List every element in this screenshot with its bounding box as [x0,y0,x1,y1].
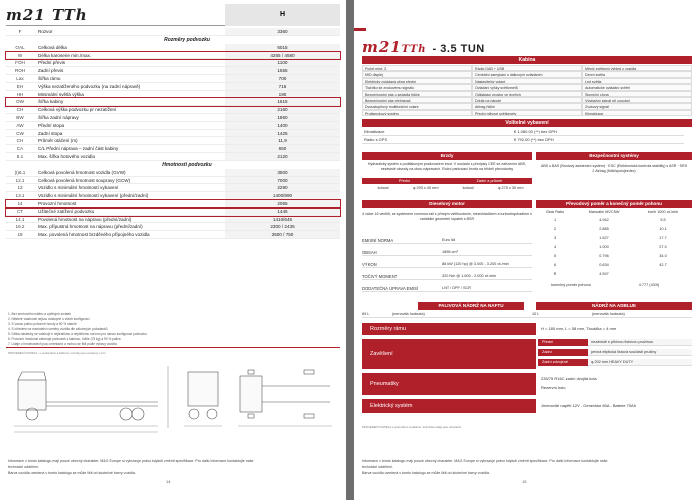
option-name: Klimatizace [362,129,512,136]
adblue-tank-header: NÁDRŽ NA ADBLUE [536,302,692,310]
suspension-type: φ 202 mm HEAVY DUTY [588,359,692,366]
spec-label: Vozidlo s minimální hmotností vybavení [38,185,119,191]
spec-value: 2055 [225,200,340,207]
logo-tonnage: - 3.5 TUN [432,43,485,55]
cabin-feature: Ovládání výšky světlometů [472,84,582,90]
section-title: Hmotnosti podvozku [162,161,212,168]
spec-label: Výška nezatíženého podvozku (na zadní nápravě) [38,83,141,89]
gear-cell: 6 [553,262,557,267]
footnote: 2. Některé vlastnosti nejsou dostupné u všech konfigurací [8,317,90,321]
gear-table [536,210,692,279]
tank-cell: 69 L [362,311,392,318]
cabin-feature: Automatické ovládání světel [582,84,692,90]
spec-label: Celková výška podvozku pr nezatížení [38,107,117,113]
spec-row [6,177,340,185]
spec-label: Zadní stopa [38,130,63,136]
disclaimer-line: Informace v tomto katalogu mají pouze obecný charakter. M&G Europe si vyhrazuje právo kdykoli změnit specifikace. Pro další informace kontaktujte naše [362,459,608,463]
suspension-axle: Zadní [538,349,588,356]
spec-value: 6015 [225,44,340,51]
footnote: 5. Délka nástavby se vztahuje k nejkratšímu a nejdelšímu rozvoru pro danou konfiguraci podvozku [8,332,147,336]
cabin-feature: Měnič zvětšený výhled z vozidla [582,65,692,71]
disclaimer-line: Barva vozidla uvedená v tomto katalogu se může lišit od skutečné barvy vozidla. [362,471,490,475]
spec-value: 1615 [225,98,340,105]
cabin-feature: Sluneční clona [582,91,692,97]
logo-main: m21 [362,38,402,56]
spec-code: 16.2 [15,224,25,230]
electric-label: Elektrický systém [362,399,536,413]
tyres-label: Pneumatiky [362,373,536,395]
spec-code: Lax [16,75,24,81]
spec-code: 14.1 [15,216,25,222]
spec-row [6,130,340,138]
spec-code: 18 [17,232,23,238]
spec-code: OAL [15,44,25,50]
spec-value: 2300 / 2435 [225,223,340,230]
cabin-grid [362,65,692,116]
cabin-feature: Odkládací prostor ve dveřích [472,91,582,97]
brake-cell: kotouč [462,186,474,190]
left-page [0,0,346,500]
spec-code: CH [16,107,24,113]
gear-cell: 2.885 [599,226,609,231]
gear-cell: 34.0 [659,253,667,258]
gear-row [536,216,692,225]
gear-col-header: Gear Ratio [545,210,565,214]
cabin-feature: Držák na nápoje [472,97,582,103]
brake-columns [362,178,532,184]
engine-row [362,274,532,280]
optional-row [362,129,684,136]
gear-cell: 1.527 [599,235,609,240]
gear-col-header: km/h 1000 ot./min [647,210,679,214]
cabin-feature: Denní světla [582,71,692,77]
drawing-caption: PROVEDENÍ VOZIDLA - s podvozkem a kabinou; rozměry jsou uvedeny v mm [8,351,106,355]
spec-table [6,28,340,239]
cabin-feature: Rádio DAB + USB [472,65,582,71]
divider [6,347,340,348]
suspension-type: nezávislé s příčnou listovou pružinou [588,339,692,346]
column-header: H [225,4,340,26]
footnote: 6. Provozní hmotnost zahrnuje podvozek s kabinou, řidiče (75 kg) a 90 % paliva [8,337,121,341]
brake-cell: φ 275 x 30 mm [498,186,524,190]
brake-row [362,185,532,191]
spec-label: Provozní hmotnost [38,200,77,206]
tyres-value-2: Rezervní kolo [541,385,566,390]
spec-code: AW [16,122,24,128]
spec-code: 13 [17,185,23,191]
spec-code: F [18,29,22,34]
engine-spec-value: 1898 cm³ [442,250,458,254]
spec-value: 3500 / 750 [225,231,340,238]
spec-row [6,98,340,106]
spec-row [6,223,340,231]
tank-row [362,311,692,318]
engine-row [362,250,532,256]
spec-value: 1555 [225,67,340,74]
spec-value: 650 [225,145,340,152]
footnotes [8,312,338,347]
spec-label: Povolená hmotnost na nápravu (přední/zadní) [38,216,132,222]
spec-code: HH [16,91,24,97]
electric-value: Jmenovité napětí 12V - Generátor 80A - Baterie 70Ah [541,403,636,408]
gear-cell: 4.597 [599,271,609,276]
spec-row [6,52,340,60]
spec-code: CA [16,146,24,152]
spec-row [6,184,340,192]
spec-code: 14 [17,200,23,206]
engine-spec-name: EMISNÍ NORMA [362,238,394,243]
spec-value: 3500 [225,169,340,176]
spec-row [6,137,340,145]
footnote: 3. S vanou palivu pohonné hmoty a 90 % nádrže [8,322,77,326]
spec-code: W [17,52,23,58]
gear-cell: 0.796 [599,253,609,258]
spec-row [6,59,340,67]
cabin-feature: Nastavitelný volant [472,78,582,84]
gear-cell: 5 [553,253,557,258]
tank-cell: (menovitá hodnota) [592,311,692,318]
spec-code: CH [16,138,24,144]
spec-value: 7000 [225,177,340,184]
model-logo [362,38,485,56]
footnote: 4. S ohledem na maximální rozměry vozidla dle zákonných požadavků [8,327,108,331]
spec-label: Přední stopa [38,122,65,128]
gear-row [536,261,692,270]
spec-row [6,153,340,161]
spec-label: Průměr otáčení (m) [38,138,78,144]
tank-cell: 10 L [532,311,592,318]
engine-spec-name: OBSAH [362,250,377,255]
spec-value: 1400/890 [225,192,340,199]
engine-spec-value: LNT / DPF / SCR [442,286,472,290]
spec-value: 11,9 [225,137,340,144]
suspension-type: pevná eliptická listová součásti pružiny [588,349,692,356]
gear-cell: 1.000 [599,244,609,249]
spec-code: CT [16,208,24,214]
cabin-feature: Výstražný signál při couvání [582,97,692,103]
spec-value: 2290 [225,184,340,191]
tank-cell: (menovitá hodnota) [392,311,532,318]
spec-label: Šířka rámu [38,75,61,81]
gear-cell: 4 [553,244,557,249]
tyres-value: 235/75 R16C zadní dvojitá kola [541,376,597,381]
cabin-feature: Led světla [582,78,692,84]
suspension-row [538,359,692,366]
spec-value: 3360 [225,28,340,35]
spec-value: 1100 [225,59,340,66]
suspension-row [538,339,692,346]
spec-code: FOH [15,60,25,66]
disclaimer [8,458,338,476]
spec-label: Max. šířka hotového vozidla [38,153,95,159]
engine-row [362,262,532,268]
gear-cell: 10.1 [659,226,667,231]
cabin-feature: Počet míst: 3 [362,65,472,71]
spec-label: Zadní převis [38,68,64,74]
page-number: 14 [166,479,171,484]
gear-cell: 0.634 [599,262,609,267]
brake-column-header: Přední [362,178,447,184]
cabin-feature: Bezpečnostní pás u sedadla řidiče [362,91,472,97]
engine-desc: 4 válce 16 ventilů, se systémem common-rail s přímým vstřikováním, mezichladičem a turbodmychadlem s variabilní geometrií lopatek s BSR [362,212,532,222]
spec-row [6,200,340,208]
section-title: Rozměry podvozku [164,36,210,43]
engine-spec-name: VÝKON [362,262,377,267]
gear-row [536,243,692,252]
safety-text: ABS s BAS (Brzdový asistenční systém) · ESC (Elektronická kontrola stability) s ASR · SRS 2 Airbag (řidič/spolujezdec) [541,164,687,174]
spec-label: Celková povolená hmotnost vozidla (GVW) [38,169,126,175]
spec-code: EH [16,83,24,89]
cabin-feature: Zvukový signál [582,103,692,109]
cabin-feature: Airbag řidiče [472,103,582,109]
spec-row [6,106,340,114]
gear-row [536,225,692,234]
final-drive-row [536,282,692,288]
spec-row [6,91,340,99]
spec-value: 1445 [225,208,340,215]
gear-cell: 2 [553,226,557,231]
chassis-drawing [8,358,338,440]
spec-row [6,122,340,130]
spec-value: 700 [225,75,340,82]
spec-row [6,216,340,224]
optional-header: Volitelné vybavení [362,119,692,127]
spec-value: 1425 [225,130,340,137]
spec-label: Délka karoserie min./max. [38,52,92,58]
spec-value: 4265 / 4580 [225,52,340,59]
engine-row [362,286,532,292]
cabin-feature: Centrální zamykání s dálkovým ovládáním [472,71,582,77]
engine-spec-value: 320 Nm @ 1.600 - 2.000 ot./min [442,274,497,278]
spec-row [6,28,340,36]
spec-label: Vozidlo s minimální hmotností vybavení (přední/zadní) [38,193,149,199]
frame-label: Rozměry rámu [362,323,536,335]
brakes-header: Brzdy [362,152,532,160]
optional-row [362,137,684,144]
cabin-feature: MID displej [362,71,472,77]
disclaimer-line: Informace v tomto katalogu mají pouze obecný charakter. M&G Europe si vyhrazuje právo kdykoli změnit specifikace. Pro další informace kontaktujte naše [8,459,254,463]
spec-label: Max. povolená hmotnost brzděného přípojného vozidla [38,232,150,238]
final-drive-value: 4.777 (43/9) [638,283,660,287]
cabin-feature: Elektricky ovládaná okna přední [362,78,472,84]
spec-label: Max. přípustná hmotnost na nápravu (přední/zadní) [38,224,143,230]
spec-row [6,192,340,200]
gear-cell: 5.5 [660,217,666,222]
spec-row [6,75,340,83]
spec-code: BW [16,114,24,120]
spec-code: 13.1 [15,193,25,199]
cabin-feature: Protismykový systém [362,110,472,116]
spec-code: 6.1 [16,153,24,159]
brake-cell: φ 293 x 40 mm [413,186,439,190]
gear-cell: 1 [553,217,557,222]
model-logo: m21 TTh [6,5,88,24]
spec-value: 2120 [225,153,340,160]
footnote: 7. Údaje o hmotnostech jsou orientační a mohou se lišit podle výbavy vozidla [8,342,117,346]
gear-cell: 27.0 [659,244,667,249]
spec-code: (I)6.1 [14,169,26,175]
spec-code: OW [16,99,24,105]
gear-row [536,270,692,279]
spec-row [6,83,340,91]
gear-row [536,234,692,243]
option-price: € 1.080,00 (**) bez DPH [512,129,684,136]
suspension-row [538,349,692,356]
suspension-label: Zavěšení [362,339,536,369]
spec-code: 12.1 [15,177,25,183]
suspension-axle: Přední [538,339,588,346]
gear-cell: 17.7 [659,235,667,240]
frame-value: H = 180 mm, L = 58 mm, Tloušťka = 4 mm [541,326,617,331]
final-drive-label: konečný poměr pohonu [551,283,591,287]
spec-label: Šířka zadní nápravy [38,114,79,120]
spec-label: Celková povolená hmotnost soupravy (GCW) [38,177,131,183]
gear-col-header: Manuální MVC5W [588,210,620,214]
cabin-feature: Klimatizace [582,110,692,116]
spec-label: Rozvor [38,29,53,34]
cabin-feature: Bezpečnostní pás přehrávač [362,97,472,103]
right-page [354,0,700,500]
brake-cell: kotouč [377,186,389,190]
spec-label: Přední převis [38,60,66,66]
logo-tt: TTh [401,44,427,55]
brakes-text: Hydraulický systém s podtlakovým posilovačem brzd. V souladu s předpisy CEE se zařízením ABS, nezávislé obvody na obou nápravách. Ruční parkovací brzda na hřídeli převodovky [367,162,527,172]
spec-value: 1860 [225,114,340,121]
cabin-feature: Přední mlhové světlomety [472,110,582,116]
spec-row [6,67,340,75]
gear-cell: 42.7 [659,262,667,267]
disclaimer [362,458,692,476]
spec-value: 190 [225,91,340,98]
spec-row [6,231,340,239]
spec-value: 2160 [225,106,340,113]
accent-rule [354,28,366,31]
engine-row [362,238,532,244]
spec-row [6,169,340,177]
spec-label: Celková délka [38,44,67,50]
spec-code: CW [16,130,24,136]
safety-header: Bezpečnostní systémy [536,152,692,160]
option-name: Rádio s GPS [362,137,512,144]
gear-row [536,252,692,261]
spec-row [6,114,340,122]
spec-value: 715 [225,83,340,90]
spec-row [6,44,340,52]
engine-spec-value: Euro 6d [442,238,456,242]
left-page-header [6,4,340,26]
suspension-axle: Zadní zdvojené [538,359,588,366]
spec-label: Užitečné zatížení podvozku [38,208,95,214]
spec-code: ROH [14,68,26,74]
engine-spec-value: 88 kW (120 hp) @ 3.000 - 3.200 ot./min [442,262,509,266]
gear-cell: 3 [553,235,557,240]
footnote: 1. Bez smrkového nátěru a zpětných zrcátek [8,312,71,316]
gearbox-header: Převodový poměr a konečný poměr pohonu [536,200,692,208]
gear-cell [634,270,692,279]
disclaimer-line: Barva vozidla uvedená v tomto katalogu se může lišit od skutečné barvy vozidla. [8,471,136,475]
option-price: € 792,00 (**) bez DPH [512,137,684,144]
spec-row [6,145,340,153]
brake-column-header: Zadní a průměr [447,178,532,184]
engine-spec-name: TOČIVÝ MOMENT [362,274,398,279]
disclaimer-line: technické oddělení. [8,465,39,469]
spec-label: Minimální světlá výška [38,91,84,97]
cabin-feature: Tlačítko ke zvukovému signálu [362,84,472,90]
page-number: 15 [522,479,527,484]
diesel-tank-header: PALIVOVÁ NÁDRŽ NA NAFTU [418,302,524,310]
engine-spec-name: DODATEČNÁ ÚPRAVA EMISÍ [362,286,419,291]
gear-cell: R [553,271,557,276]
bottom-caption: PROVEDENÍ VOZIDLA s podvozkem a kabinou; technické údaje jsou orientační [362,425,462,429]
cabin-header: Kabina [362,56,692,64]
disclaimer-line: technické oddělení. [362,465,393,469]
spec-row [6,208,340,216]
cabin-feature: Dvoustupňový multifunkční volant [362,103,472,109]
gear-cell: 4.942 [599,217,609,222]
engine-header: Dieselový motor [362,200,532,208]
spec-value: 1400 [225,122,340,129]
spec-label: Šířka kabiny [38,99,64,105]
spec-label: C/L Přední náprava – zadní část kabiny [38,146,119,152]
spec-value: 1410/645 [225,216,340,223]
